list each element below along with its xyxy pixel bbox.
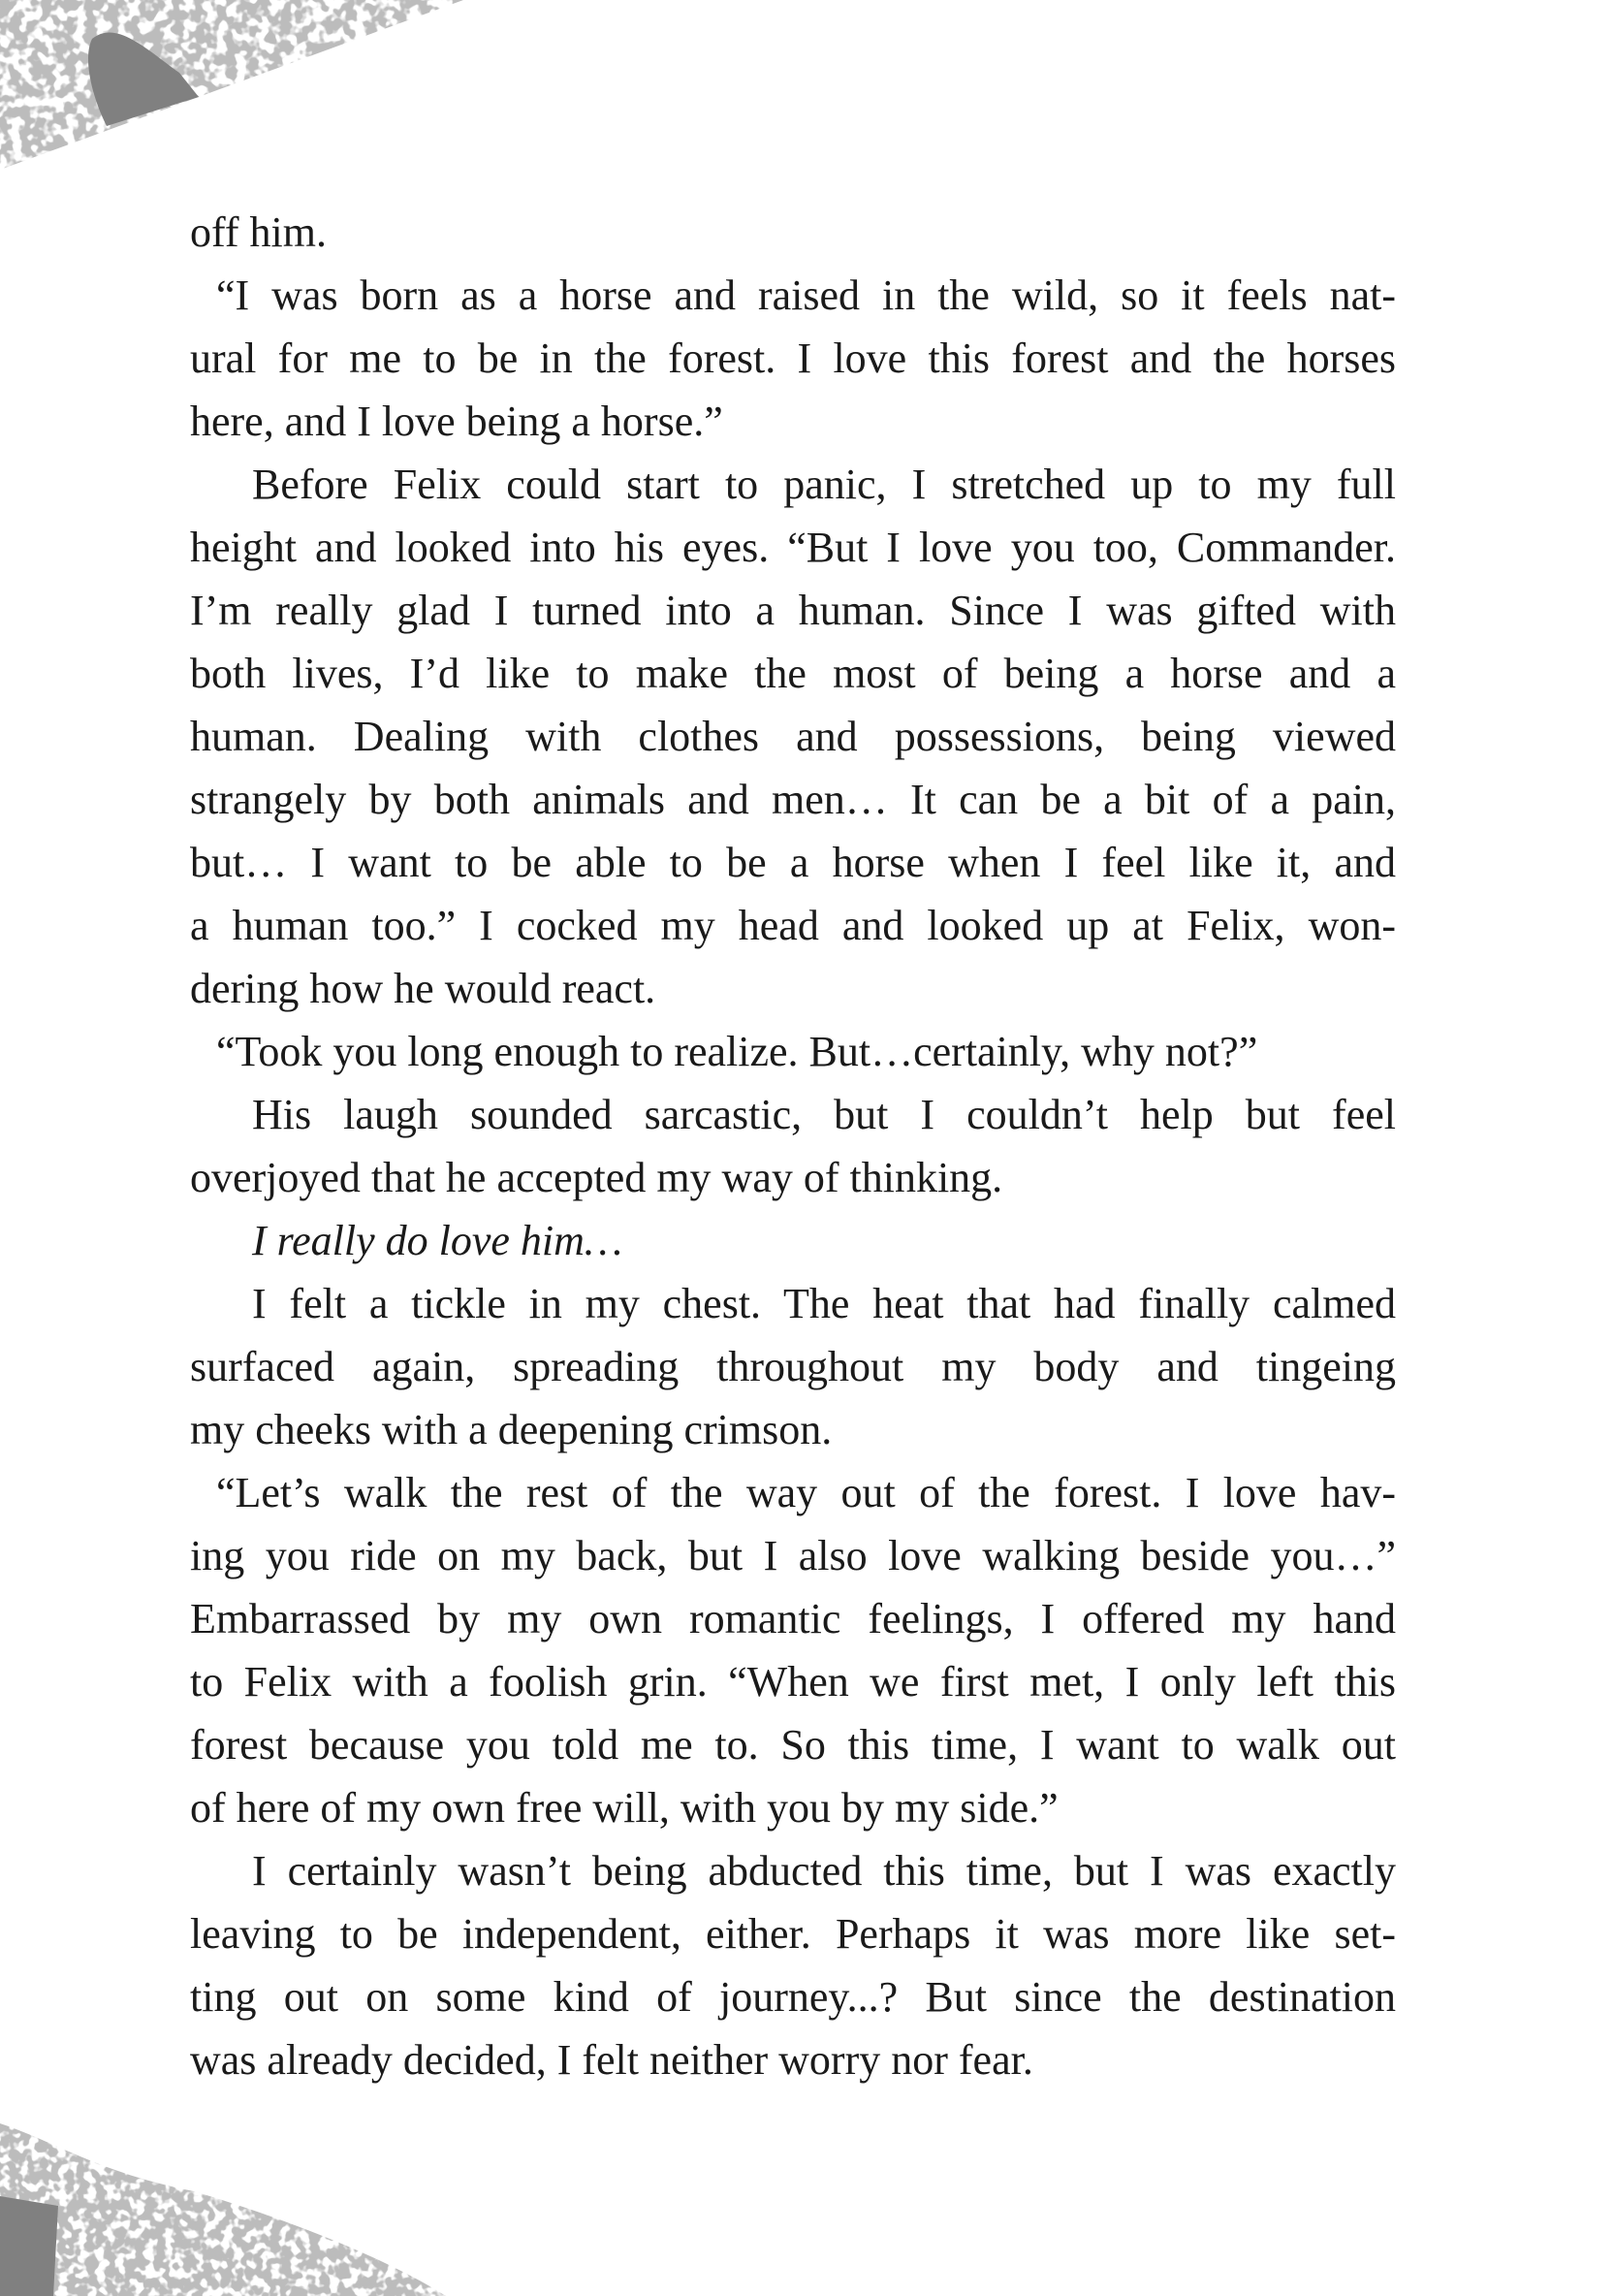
text-line: but… I want to be able to be a horse when I feel like it, and bbox=[190, 839, 1396, 886]
text-line: of here of my own free will, with you by my side.” bbox=[190, 1784, 1059, 1832]
text-line: strangely by both animals and men… It can be a bit of a pain, bbox=[190, 776, 1396, 823]
text-line: a human too.” I cocked my head and looked up at Felix, won- bbox=[190, 902, 1396, 949]
text-line: to Felix with a foolish grin. “When we first met, I only left this bbox=[190, 1658, 1396, 1706]
text-line: I certainly wasn’t being abducted this time, but I was exactly bbox=[252, 1847, 1396, 1895]
text-line: I felt a tickle in my chest. The heat that had finally calmed bbox=[252, 1280, 1396, 1327]
text-line: “Took you long enough to realize. But…certainly, why not?” bbox=[216, 1028, 1258, 1075]
body-text bbox=[190, 201, 1396, 2091]
text-line: “Let’s walk the rest of the way out of the forest. I love hav- bbox=[216, 1469, 1396, 1516]
text-line: “I was born as a horse and raised in the wild, so it feels nat- bbox=[216, 271, 1396, 319]
text-line: surfaced again, spreading throughout my body and tingeing bbox=[190, 1343, 1396, 1390]
text-line: human. Dealing with clothes and possessions, being viewed bbox=[190, 713, 1396, 760]
text-line: forest because you told me to. So this time, I want to walk out bbox=[190, 1721, 1396, 1769]
text-line: leaving to be independent, either. Perhaps it was more like set- bbox=[190, 1910, 1396, 1958]
corner-texture-bottom-left bbox=[0, 2085, 446, 2296]
text-line: overjoyed that he accepted my way of thinking. bbox=[190, 1154, 1003, 1201]
text-line: off him. bbox=[190, 208, 327, 256]
text-line: I really do love him… bbox=[252, 1217, 623, 1264]
text-line: ing you ride on my back, but I also love walking beside you…” bbox=[190, 1532, 1396, 1579]
text-line: was already decided, I felt neither worry nor fear. bbox=[190, 2036, 1033, 2084]
text-line: my cheeks with a deepening crimson. bbox=[190, 1406, 833, 1453]
text-line: here, and I love being a horse.” bbox=[190, 398, 723, 445]
text-line: ting out on some kind of journey...? But since the destination bbox=[190, 1973, 1396, 2021]
text-line: I’m really glad I turned into a human. Since I was gifted with bbox=[190, 587, 1396, 634]
text-line: Embarrassed by my own romantic feelings, I offered my hand bbox=[190, 1595, 1396, 1642]
text-line: His laugh sounded sarcastic, but I couldn’t help but feel bbox=[252, 1091, 1396, 1138]
corner-texture-top-left bbox=[0, 0, 601, 194]
text-line: ural for me to be in the forest. I love this forest and the horses bbox=[190, 335, 1396, 382]
text-line: height and looked into his eyes. “But I love you too, Commander. bbox=[190, 524, 1396, 571]
text-line: dering how he would react. bbox=[190, 965, 656, 1012]
text-line: both lives, I’d like to make the most of being a horse and a bbox=[190, 650, 1396, 697]
text-line: Before Felix could start to panic, I stretched up to my full bbox=[252, 461, 1396, 508]
